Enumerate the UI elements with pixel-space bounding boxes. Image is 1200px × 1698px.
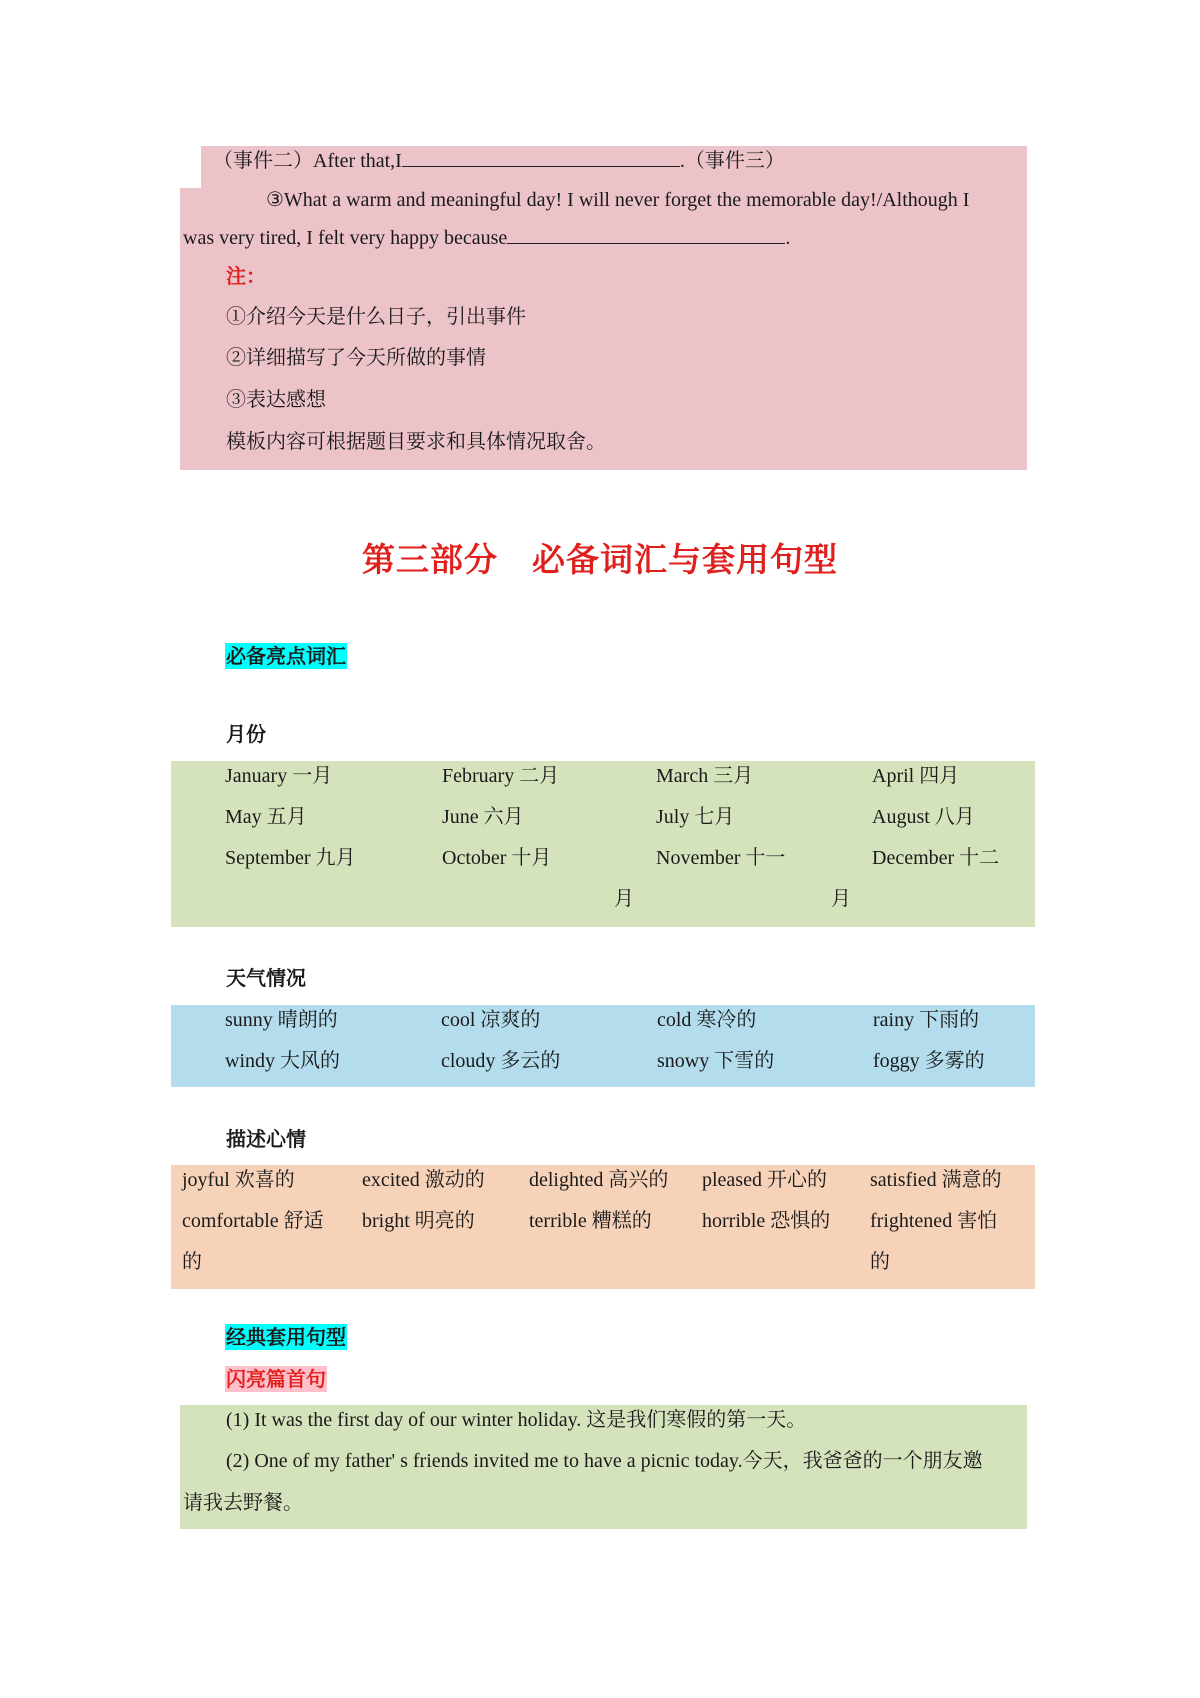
weather-cell: cold 寒冷的 xyxy=(657,1009,757,1031)
sentences-heading: 经典套用句型 xyxy=(226,1325,346,1349)
mood-cell: frightened 害怕 xyxy=(870,1210,998,1232)
months-cell: May 五月 xyxy=(225,806,307,828)
weather-cell: windy 大风的 xyxy=(225,1050,340,1072)
opening-heading: 闪亮篇首句 xyxy=(226,1367,326,1391)
months-cell: July 七月 xyxy=(656,806,735,828)
note-item: ②详细描写了今天所做的事情 xyxy=(226,347,486,369)
months-cell: June 六月 xyxy=(442,806,524,828)
section-title: 第三部分 必备词汇与套用句型 xyxy=(362,540,838,579)
mood-cell: comfortable 舒适 xyxy=(182,1210,324,1232)
fill-in-blank-2 xyxy=(507,225,785,244)
weather-cell: rainy 下雨的 xyxy=(873,1009,980,1031)
mood-cell: bright 明亮的 xyxy=(362,1210,475,1232)
weather-cell: foggy 多雾的 xyxy=(873,1050,985,1072)
sentence-2: (2) One of my father' s friends invited me to have a picnic today.今天，我爸爸的一个朋友邀 xyxy=(226,1450,983,1472)
weather-heading: 天气情况 xyxy=(226,966,306,990)
months-cell: February 二月 xyxy=(442,765,560,787)
months-cell-wrap: 月 xyxy=(614,888,634,910)
weather-cell: cool 凉爽的 xyxy=(441,1009,541,1031)
mood-cell: satisfied 满意的 xyxy=(870,1169,1002,1191)
template-line-2: ③What a warm and meaningful day! I will never forget the memorable day!/Although I xyxy=(266,189,970,211)
template-line-3 xyxy=(183,225,790,250)
sentence-1: (1) It was the first day of our winter holiday. 这是我们寒假的第一天。 xyxy=(226,1409,807,1431)
template-line-1 xyxy=(213,148,785,173)
note-item: 模板内容可根据题目要求和具体情况取舍。 xyxy=(226,431,606,453)
months-cell: April 四月 xyxy=(872,765,960,787)
months-cell: September 九月 xyxy=(225,847,356,869)
months-cell: December 十二 xyxy=(872,847,1000,869)
mood-cell: joyful 欢喜的 xyxy=(182,1169,295,1191)
weather-cell: sunny 晴朗的 xyxy=(225,1009,338,1031)
template-line-3-end: . xyxy=(785,227,791,249)
weather-cell: cloudy 多云的 xyxy=(441,1050,561,1072)
months-cell: August 八月 xyxy=(872,806,975,828)
months-cell: November 十一 xyxy=(656,847,786,869)
months-cell: October 十月 xyxy=(442,847,552,869)
mood-cell: delighted 高兴的 xyxy=(529,1169,669,1191)
mood-cell: excited 激动的 xyxy=(362,1169,485,1191)
fill-in-blank-1 xyxy=(402,148,680,167)
note-item: ①介绍今天是什么日子，引出事件 xyxy=(226,306,526,328)
mood-heading: 描述心情 xyxy=(226,1127,306,1151)
template-line-3-start: was very tired, I felt very happy because xyxy=(183,227,508,249)
months-heading: 月份 xyxy=(226,722,266,746)
note-item: ③表达感想 xyxy=(226,389,326,411)
template-line-1-start: （事件二）After that,I xyxy=(213,150,402,172)
mood-cell: horrible 恐惧的 xyxy=(702,1210,831,1232)
vocab-heading: 必备亮点词汇 xyxy=(226,644,346,668)
mood-cell: pleased 开心的 xyxy=(702,1169,827,1191)
template-line-1-end: .（事件三） xyxy=(679,150,785,172)
weather-cell: snowy 下雪的 xyxy=(657,1050,775,1072)
mood-cell-wrap: 的 xyxy=(182,1251,202,1273)
months-cell: January 一月 xyxy=(225,765,333,787)
months-cell: March 三月 xyxy=(656,765,754,787)
mood-cell: terrible 糟糕的 xyxy=(529,1210,652,1232)
note-label: 注： xyxy=(226,264,266,288)
mood-cell-wrap: 的 xyxy=(870,1251,890,1273)
sentence-2-continued: 请我去野餐。 xyxy=(183,1492,303,1514)
months-cell-wrap: 月 xyxy=(831,888,851,910)
